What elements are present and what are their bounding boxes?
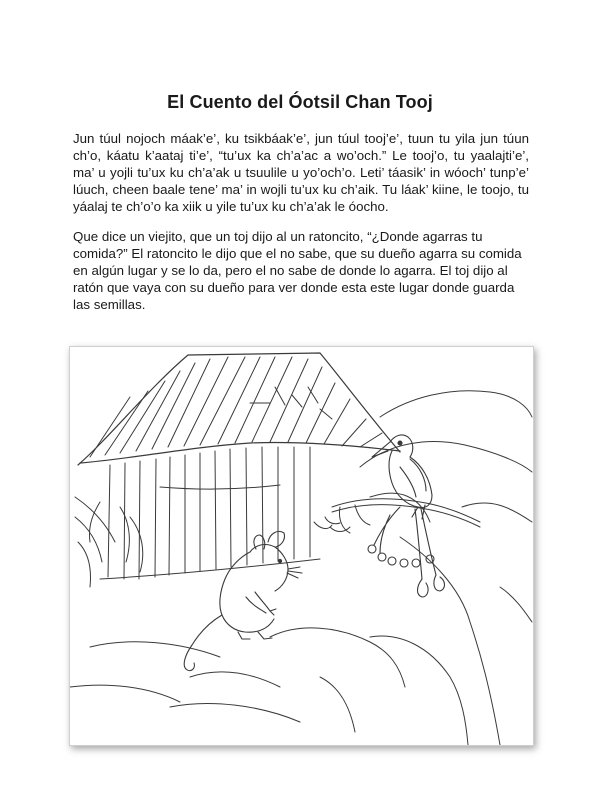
bird-drawing — [368, 435, 445, 597]
branch — [314, 499, 480, 533]
page-title: El Cuento del Óotsil Chan Tooj — [167, 92, 433, 113]
paragraph-maya: Jun túul nojoch máak’e’, ku tsikbáak’e’, jun túul tooj’e’, tuun tu yila jun túun ch’o, káatu k’aataj ti’e’, “tu’ux ka ch’a’ac a wo’och.” Le tooj’o, tu yaalajti’e’, ma’ u yojli tu’ux ku ch’a’ak u tsuulile u yo’och’o. Leti’ táasik’ in wóoch’ tunp’e’ lúuch, cheen baale tene’ ma’ in wojli tu’ux ku ch’aik. Tu láak’ kiine, le toojo, tu yáalaj te ch’o’o ka xiik u yile tu’ux ku ch’a’ak le óocho. — [73, 131, 529, 214]
hut-wall-poles — [100, 447, 320, 579]
story-illustration — [69, 346, 534, 746]
thatched-roof — [78, 353, 400, 465]
illustration-drawing — [70, 347, 533, 745]
mouse-drawing — [184, 531, 302, 670]
paragraph-spanish: Que dice un viejito, que un toj dijo al un ratoncito, “¿Donde agarras tu comida?” El ratoncito le dijo que el no sabe, que su dueño agarra su comida en algún lugar y se lo da, pero el no sabe de donde lo agarra. El toj dijo al ratón que vaya con su dueño para ver donde esta este lugar donde guarda las semillas. — [73, 229, 522, 312]
